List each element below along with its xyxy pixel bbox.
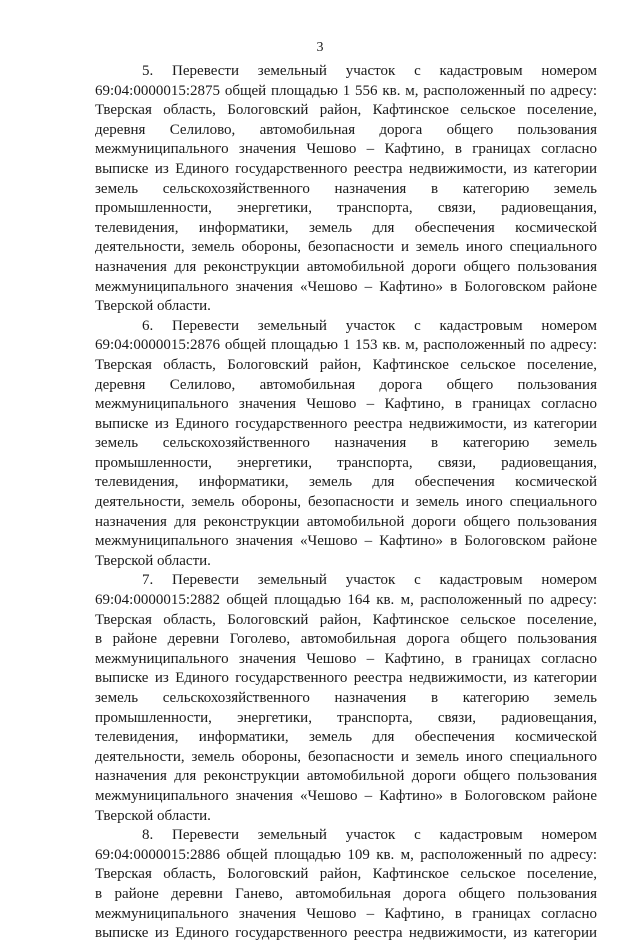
text-line: промышленности, энергетики, транспорта, связи, радиовещания,	[95, 709, 597, 726]
text-line: Тверской области.	[95, 807, 211, 824]
page-number: 3	[316, 40, 324, 55]
text-line: земель сельскохозяйственного назначения в категорию земель	[95, 435, 597, 452]
paragraph-6	[95, 317, 597, 572]
text-line: Тверская область, Бологовский район, Кафтинское сельское поселение,	[95, 866, 597, 883]
paragraph-7	[95, 571, 597, 826]
text-line: Тверская область, Бологовский район, Кафтинское сельское поселение,	[95, 102, 597, 119]
text-line: назначения для реконструкции автомобильной дороги общего пользования	[95, 513, 597, 530]
text-line: в районе деревни Гоголево, автомобильная дорога общего пользования	[95, 631, 597, 648]
text-line: в районе деревни Ганево, автомобильная дорога общего пользования	[95, 885, 597, 902]
text-line: земель сельскохозяйственного назначения в категорию земель	[95, 690, 597, 706]
text-line: 7. Перевести земельный участок с кадастровым номером	[142, 572, 597, 589]
text-line: 69:04:0000015:2876 общей площадью 1 153 кв. м, расположенный по адресу:	[95, 337, 597, 354]
paragraph-8	[95, 826, 597, 944]
text-line: Тверская область, Бологовский район, Кафтинское сельское поселение,	[95, 356, 597, 373]
text-line: деятельности, земель обороны, безопасности и земель иного специального	[95, 748, 597, 765]
text-line: назначения для реконструкции автомобильной дороги общего пользования	[95, 768, 597, 785]
text-line: 5. Перевести земельный участок с кадастровым номером	[142, 63, 597, 79]
text-line: Тверская область, Бологовский район, Кафтинское сельское поселение,	[95, 611, 597, 628]
text-line: телевидения, информатики, земель для обеспечения космической	[95, 474, 597, 491]
text-line: межмуниципального значения «Чешово – Кафтино» в Бологовском районе	[95, 278, 597, 295]
text-line: телевидения, информатики, земель для обеспечения космической	[95, 219, 597, 236]
text-line: межмуниципального значения Чешово – Кафтино, в границах согласно	[95, 396, 597, 413]
text-line: межмуниципального значения Чешово – Кафтино, в границах согласно	[95, 141, 597, 158]
text-line: деревня Селилово, автомобильная дорога общего пользования	[95, 121, 597, 138]
text-line: деятельности, земель обороны, безопасности и земель иного специального	[95, 494, 597, 511]
paragraph-5	[95, 62, 597, 317]
text-line: 69:04:0000015:2875 общей площадью 1 556 кв. м, расположенный по адресу:	[95, 82, 597, 99]
text-line: межмуниципального значения Чешово – Кафтино, в границах согласно	[95, 905, 597, 922]
text-line: деревня Селилово, автомобильная дорога общего пользования	[95, 376, 597, 393]
text-line: 69:04:0000015:2882 общей площадью 164 кв. м, расположенный по адресу:	[95, 592, 597, 609]
text-line: 69:04:0000015:2886 общей площадью 109 кв. м, расположенный по адресу:	[95, 846, 597, 863]
text-line: 6. Перевести земельный участок с кадастровым номером	[142, 317, 597, 334]
text-line: выписке из Единого государственного реестра недвижимости, из категории	[95, 925, 597, 942]
text-line: выписке из Единого государственного реестра недвижимости, из категории	[95, 670, 597, 687]
text-line: выписке из Единого государственного реестра недвижимости, из категории	[95, 415, 597, 432]
text-line: Тверской области.	[95, 552, 211, 569]
text-line: назначения для реконструкции автомобильной дороги общего пользования	[95, 258, 597, 275]
text-line: межмуниципального значения «Чешово – Кафтино» в Бологовском районе	[95, 787, 597, 804]
document-body	[95, 62, 597, 944]
text-line: телевидения, информатики, земель для обеспечения космической	[95, 729, 597, 746]
text-line: межмуниципального значения «Чешово – Кафтино» в Бологовском районе	[95, 533, 597, 550]
text-line: земель сельскохозяйственного назначения в категорию земель	[95, 180, 597, 197]
text-line: межмуниципального значения Чешово – Кафтино, в границах согласно	[95, 650, 597, 667]
text-line: выписке из Единого государственного реестра недвижимости, из категории	[95, 160, 597, 177]
text-line: деятельности, земель обороны, безопасности и земель иного специального	[95, 239, 597, 256]
text-line: промышленности, энергетики, транспорта, связи, радиовещания,	[95, 454, 597, 471]
text-line: промышленности, энергетики, транспорта, связи, радиовещания,	[95, 200, 597, 217]
text-line: Тверской области.	[95, 298, 211, 315]
text-line: 8. Перевести земельный участок с кадастровым номером	[142, 827, 597, 844]
